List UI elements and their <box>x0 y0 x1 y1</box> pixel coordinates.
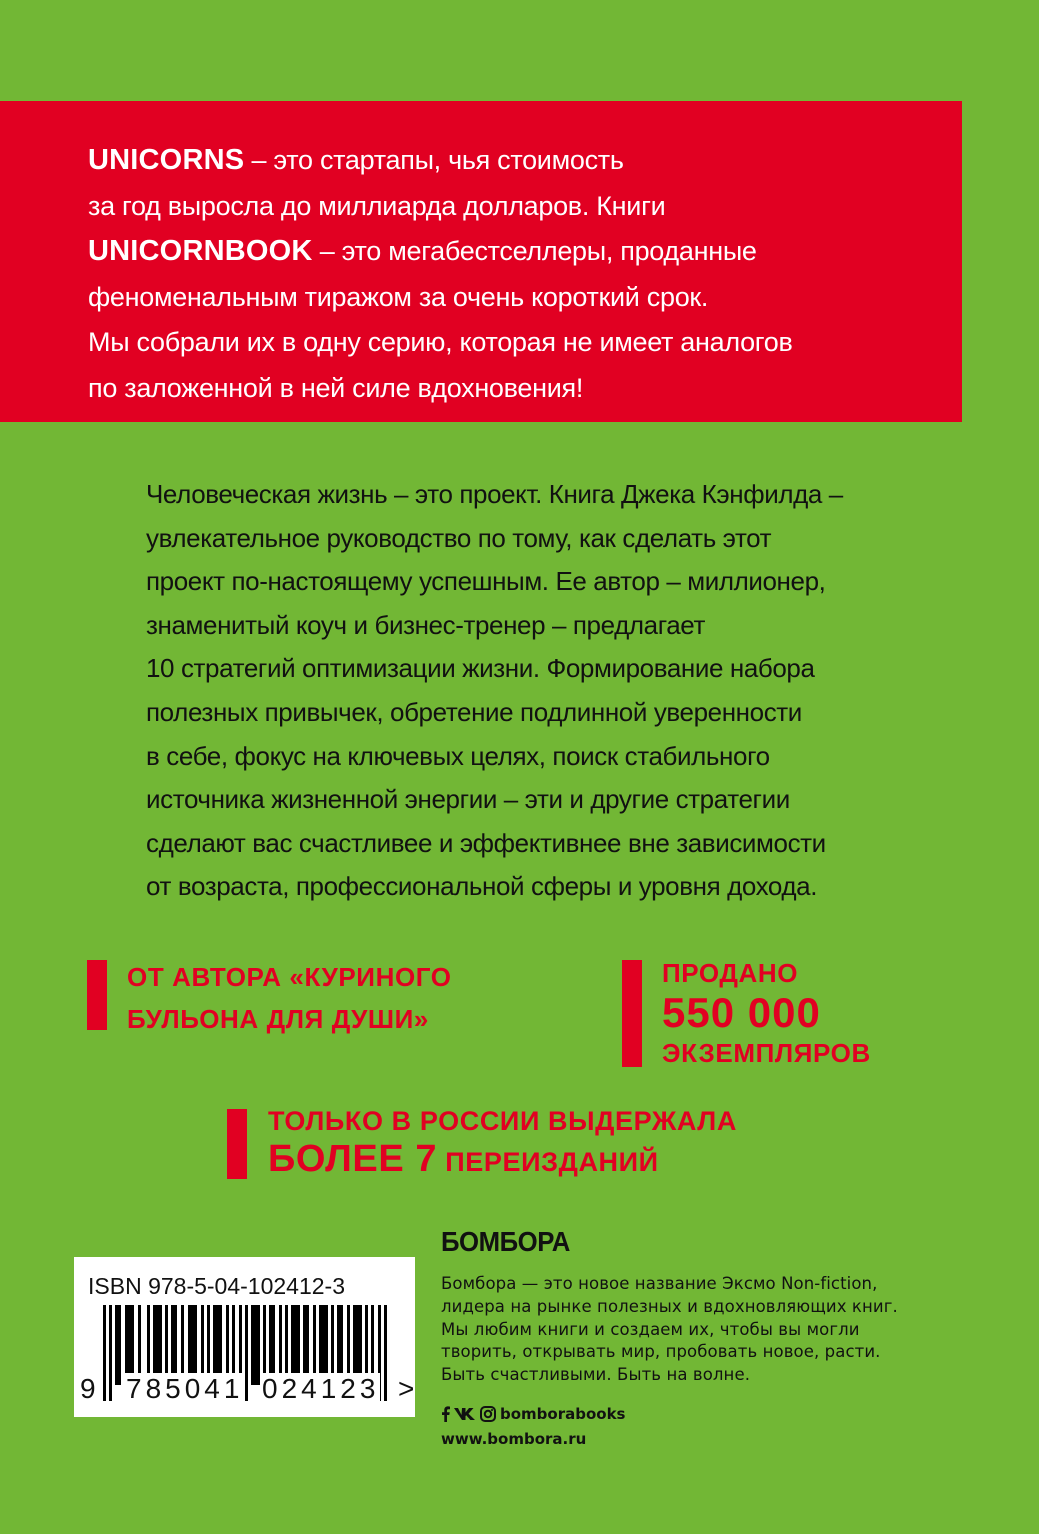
blurb-line: UNICORNS – это стартапы, чья стоимость <box>88 144 624 176</box>
series-blurb <box>88 138 948 411</box>
description-line: в себе, фокус на ключевых целях, поиск стабильного <box>146 740 770 771</box>
instagram-icon[interactable] <box>480 1406 496 1422</box>
callout-author: ОТ АВТОРА «КУРИНОГО БУЛЬОНА ДЛЯ ДУШИ» <box>127 962 452 1034</box>
brand-unicorns: UNICORNS <box>88 144 245 176</box>
sold-count: 550 000 <box>662 989 821 1036</box>
publisher-website-link[interactable]: www.bombora.ru <box>441 1430 587 1448</box>
description-line: 10 стратегий оптимизации жизни. Формирование набора <box>146 653 815 684</box>
publisher-logo: БОМБОРА <box>441 1226 570 1257</box>
brand-unicornbook: UNICORNBOOK <box>88 235 313 267</box>
description-line: проект по-настоящему успешным. Ее автор – миллионер, <box>146 566 826 597</box>
isbn-barcode: ISBN 978-5-04-102412-3 9 785041 024123 > <box>74 1257 415 1417</box>
social-links <box>441 1405 626 1423</box>
blurb-line: по заложенной в ней силе вдохновения! <box>88 372 584 403</box>
editions-count: БОЛЕЕ 7 <box>268 1138 438 1180</box>
callout-editions: ТОЛЬКО В РОССИИ ВЫДЕРЖАЛА БОЛЕЕ 7 ПЕРЕИЗДАНИЙ <box>268 1106 737 1180</box>
isbn-label: ISBN 978-5-04-102412-3 <box>88 1273 345 1299</box>
description-line: от возраста, профессиональной сферы и уровня дохода. <box>146 871 818 902</box>
description-line: источника жизненной энергии – эти и другие стратегии <box>146 784 790 815</box>
blurb-line: феноменальным тиражом за очень короткий срок. <box>88 281 709 312</box>
blurb-line: UNICORNBOOK – это мегабестселлеры, проданные <box>88 235 757 267</box>
facebook-icon[interactable] <box>441 1406 450 1422</box>
description-line: полезных привычек, обретение подлинной уверенности <box>146 696 802 727</box>
book-description <box>146 473 966 909</box>
vk-icon[interactable] <box>454 1407 476 1421</box>
callout-sold-copies: ПРОДАНО 550 000 ЭКЗЕМПЛЯРОВ <box>662 958 871 1068</box>
callout-marker-bar <box>622 960 642 1067</box>
blurb-line: Мы собрали их в одну серию, которая не имеет аналогов <box>88 327 793 357</box>
blurb-line: за год выросла до миллиарда долларов. Книги <box>88 190 666 221</box>
description-line: Человеческая жизнь – это проект. Книга Джека Кэнфилда – <box>146 479 843 509</box>
publisher-description: Бомбора — это новое название Эксмо Non-fiction, лидера на рынке полезных и вдохновляющих книг. Мы любим книги и создаем их, чтобы вы могли творить, открывать мир, пробовать новое, расти. Быть счастливыми. Быть на волне. <box>441 1274 898 1385</box>
social-handle[interactable]: bomborabooks <box>500 1405 626 1423</box>
callout-marker-bar <box>87 960 107 1030</box>
description-line: увлекательное руководство по тому, как сделать этот <box>146 522 772 553</box>
description-line: знаменитый коуч и бизнес-тренер – предлагает <box>146 609 705 640</box>
callout-marker-bar <box>227 1109 247 1179</box>
description-line: сделают вас счастливее и эффективнее вне зависимости <box>146 827 826 858</box>
